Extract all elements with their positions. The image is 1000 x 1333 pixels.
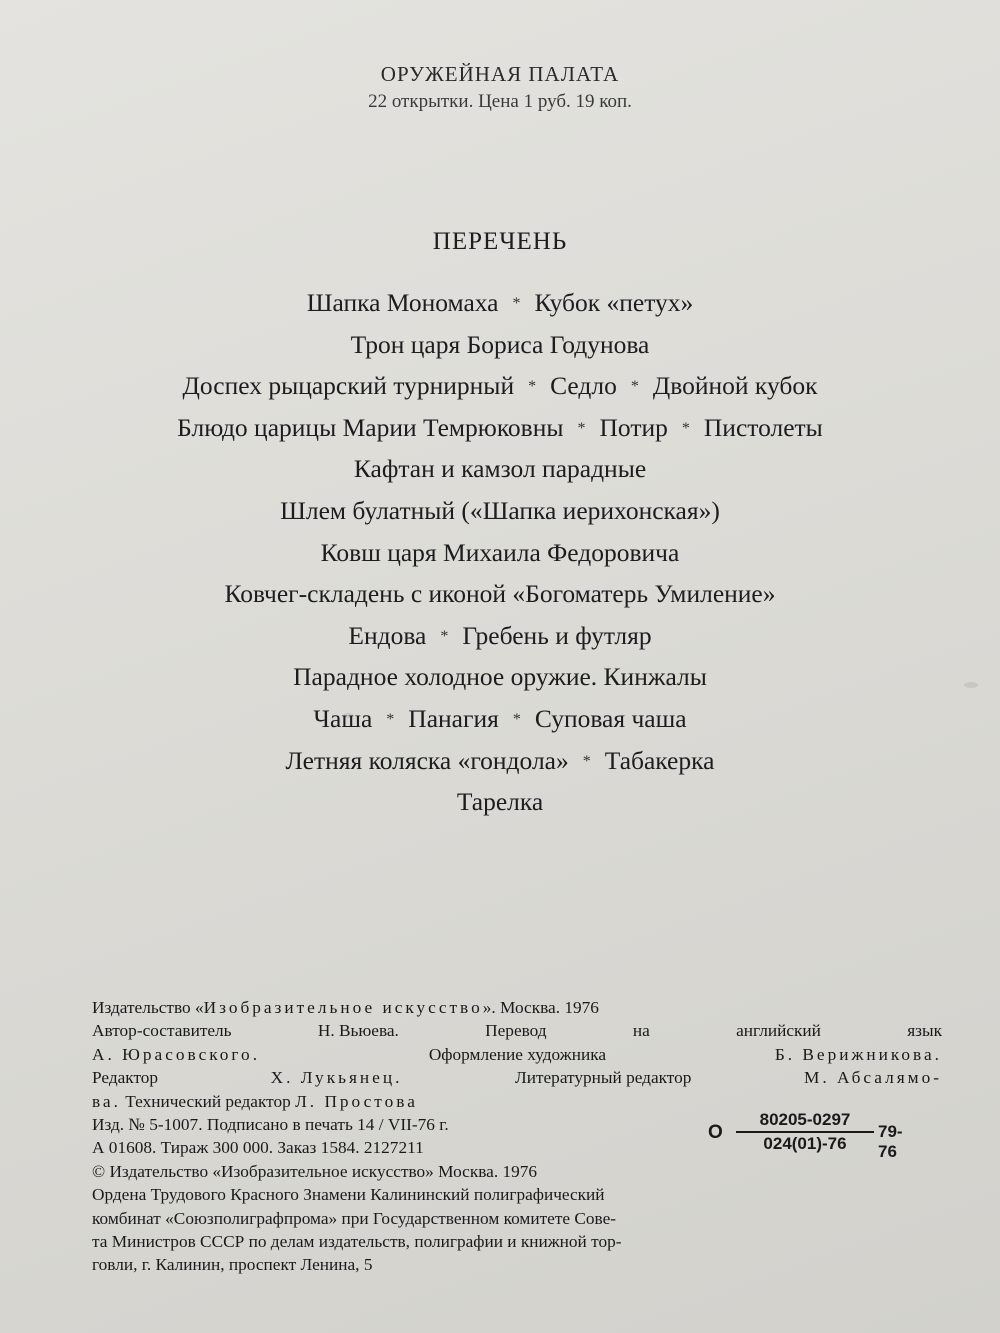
imprint-design-line bbox=[92, 1043, 942, 1066]
list-title: ПЕРЕЧЕНЬ bbox=[432, 228, 568, 255]
imprint-tirazh-line: А 01608. Тираж 300 000. Заказ 1584. 2127211 bbox=[92, 1138, 424, 1158]
imprint-text: язык bbox=[907, 1021, 942, 1041]
postcard-item: Шапка Мономаха bbox=[306, 288, 499, 317]
lit-editor-name: М. Абсалямо- bbox=[803, 1068, 942, 1088]
list-row bbox=[0, 365, 1000, 407]
postcard-item: Блюдо царицы Марии Темрюковны bbox=[177, 412, 564, 442]
index-fraction bbox=[736, 1110, 874, 1154]
imprint-text: Редактор bbox=[92, 1068, 159, 1088]
asterisk-separator: * bbox=[582, 752, 591, 770]
list-row bbox=[0, 407, 1000, 449]
list-row bbox=[0, 698, 1000, 740]
postcard-item: Кубок «петух» bbox=[534, 288, 694, 317]
header bbox=[0, 62, 1000, 113]
asterisk-separator: * bbox=[512, 295, 521, 312]
postcard-list bbox=[0, 282, 1000, 823]
postcard-item: Ковчег-складень с иконой «Богоматерь Умиление» bbox=[224, 579, 776, 609]
postcard-item: Трон царя Бориса Годунова bbox=[350, 329, 650, 359]
list-row bbox=[0, 324, 1000, 366]
imprint-text: Технический редактор bbox=[125, 1091, 291, 1111]
imprint-text: Литературный редактор bbox=[514, 1068, 692, 1088]
imprint-text: Перевод bbox=[485, 1021, 547, 1041]
imprint-printer-line bbox=[92, 1183, 942, 1206]
postcard-item: Летняя коляска «гондола» bbox=[285, 745, 569, 775]
postcard-item: Шлем булатный («Шапка иерихонская») bbox=[280, 495, 720, 525]
author-name: Н. Вьюева. bbox=[317, 1021, 399, 1041]
postcard-item: Потир bbox=[599, 412, 668, 442]
asterisk-separator: * bbox=[528, 378, 537, 396]
index-prefix: О bbox=[708, 1122, 723, 1143]
asterisk-separator: * bbox=[386, 710, 395, 728]
imprint-text: Автор-составитель bbox=[92, 1021, 232, 1041]
imprint-text: ва. bbox=[92, 1091, 121, 1111]
translator-name: А. Юрасовского. bbox=[92, 1044, 261, 1064]
index-numerator: 80205-0297 bbox=[736, 1110, 874, 1133]
tech-editor-name: Л. Простова bbox=[295, 1091, 418, 1111]
postcard-item: Кафтан и камзол парадные bbox=[353, 454, 647, 484]
postcard-item: Двойной кубок bbox=[652, 371, 818, 401]
imprint-printer-line: та Министров СССР по делам издательств, полиграфии и книжной тор- bbox=[92, 1231, 622, 1251]
editor-name: Х. Лукьянец. bbox=[270, 1068, 403, 1088]
postcard-item: Гребень и футляр bbox=[462, 620, 652, 650]
imprint-publisher bbox=[92, 996, 942, 1019]
index-denominator: 024(01)-76 bbox=[763, 1134, 847, 1153]
imprint-printer-line: говли, г. Калинин, проспект Ленина, 5 bbox=[92, 1255, 373, 1275]
list-row bbox=[0, 448, 1000, 490]
imprint-author-line bbox=[92, 1019, 942, 1042]
price-line: 22 открытки. Цена 1 руб. 19 коп. bbox=[368, 91, 632, 112]
asterisk-separator: * bbox=[440, 627, 449, 645]
imprint-text: Ордена Трудового Красного Знамени Калининский полиграфический bbox=[92, 1185, 605, 1205]
asterisk-separator: * bbox=[630, 378, 639, 396]
postcard-item: Ковш царя Михаила Федоровича bbox=[320, 537, 680, 567]
imprint-copyright-line: © Издательство «Изобразительное искусство» Москва. 1976 bbox=[92, 1161, 538, 1181]
postcard-item: Табакерка bbox=[604, 745, 715, 775]
imprint-text: Оформление художника bbox=[428, 1044, 607, 1064]
list-row bbox=[0, 573, 1000, 615]
postcard-item: Седло bbox=[550, 371, 617, 401]
postcard-item: Ендова bbox=[348, 620, 427, 650]
imprint-text: на bbox=[632, 1021, 650, 1041]
postcard-item: Суповая чаша bbox=[534, 703, 687, 733]
asterisk-separator: * bbox=[681, 419, 690, 437]
index-suffix: 79-76 bbox=[878, 1122, 903, 1161]
imprint-izd-line: Изд. № 5-1007. Подписано в печать 14 / VII-76 г. bbox=[92, 1114, 449, 1134]
postcard-item: Чаша bbox=[313, 703, 373, 733]
postcard-item: Панагия bbox=[408, 703, 499, 733]
imprint-text: Издательство « bbox=[92, 998, 204, 1017]
imprint-printer-line: комбинат «Союзполиграфпрома» при Государственном комитете Сове- bbox=[92, 1208, 617, 1228]
asterisk-separator: * bbox=[512, 710, 521, 728]
list-row bbox=[0, 740, 1000, 782]
list-row bbox=[0, 532, 1000, 574]
list-row bbox=[0, 781, 1000, 823]
postcard-item: Парадное холодное оружие. Кинжалы bbox=[293, 662, 707, 692]
publisher-name: Изобразительное искусство bbox=[203, 998, 483, 1017]
set-title: ОРУЖЕЙНАЯ ПАЛАТА bbox=[380, 62, 620, 86]
imprint-editor-line bbox=[92, 1066, 942, 1089]
imprint-text: ». Москва. 1976 bbox=[482, 998, 599, 1017]
postcard-item: Тарелка bbox=[456, 787, 544, 817]
list-row bbox=[0, 490, 1000, 532]
asterisk-separator: * bbox=[577, 419, 586, 437]
list-row bbox=[0, 282, 1000, 324]
postcard-item: Пистолеты bbox=[703, 412, 823, 442]
list-row bbox=[0, 656, 1000, 698]
imprint-text: английский bbox=[736, 1021, 821, 1041]
designer-name: Б. Верижникова. bbox=[774, 1044, 942, 1064]
list-row bbox=[0, 615, 1000, 657]
postcard-item: Доспех рыцарский турнирный bbox=[182, 371, 515, 401]
